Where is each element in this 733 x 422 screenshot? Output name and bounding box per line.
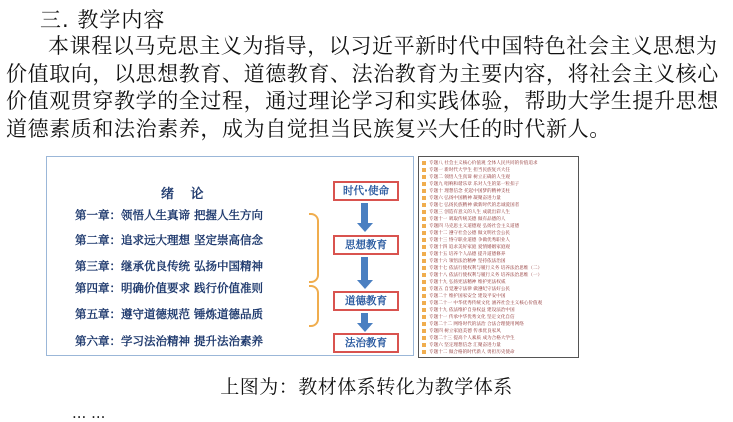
chapter-3: 第三章：继承优良传统 弘扬中国精神	[75, 259, 264, 273]
arrow-3-head	[357, 323, 373, 332]
topic-item	[422, 349, 572, 356]
arrow-2-shaft	[361, 257, 368, 281]
teaching-topics-figure	[418, 156, 579, 358]
bullet-icon	[422, 350, 426, 354]
topic-item	[422, 188, 572, 195]
topic-item	[422, 307, 572, 314]
bullet-icon	[422, 322, 426, 326]
bullet-icon	[422, 168, 426, 172]
topic-item	[422, 265, 572, 272]
topic-label: 专题二十三 提高个人素质 成为合格大学生	[429, 336, 515, 341]
topic-label: 专题十五 培养个人品德 提升道德修养	[429, 252, 506, 257]
topic-label: 专题三 创造有意义的人生 成就出彩人生	[429, 210, 511, 215]
topic-label: 专题六 弘扬中国精神 凝聚奋进力量	[429, 196, 501, 201]
topic-label: 专题二十二 网络时代的法治 合法合理使用网络	[429, 322, 524, 327]
topic-label: 专题十九 依法维护自身权益 建设法治中国	[429, 308, 515, 313]
topic-item	[422, 321, 572, 328]
chapter-4: 第四章：明确价值要求 践行价值准则	[75, 281, 264, 295]
arrow-2-head	[357, 280, 373, 289]
topic-label: 专题十 理想信念 托起中国梦的精神支柱	[429, 189, 511, 194]
bullet-icon	[422, 245, 426, 249]
chapter-5: 第五章：遵守道德规范 锤炼道德品质	[75, 307, 264, 321]
topic-label: 专题四 树立家庭美德 传承优良家风	[429, 329, 501, 334]
bullet-icon	[422, 182, 426, 186]
topic-label: 专题十二 遵守社会公德 做文明社会公民	[429, 231, 511, 236]
topic-label: 专题九 唱响和谐乐章 乐对人生的第一粒扣子	[429, 182, 520, 187]
brace-thought	[309, 213, 319, 283]
topic-label: 专题五 自觉遵守法律 做遵纪守法好公民	[429, 287, 511, 292]
topic-item	[422, 279, 572, 286]
bullet-icon	[422, 252, 426, 256]
tag-law-education: 法治教育	[333, 333, 399, 353]
bullet-icon	[422, 224, 426, 228]
topic-item	[422, 209, 572, 216]
brace-morality	[309, 285, 319, 327]
chapter-1: 第一章：领悟人生真谛 把握人生方向	[75, 208, 264, 222]
topic-item	[422, 160, 572, 167]
topic-item	[422, 230, 572, 237]
bullet-icon	[422, 231, 426, 235]
topic-label: 专题十七 依法行使权利与履行义务 培养法治思维（二）	[429, 266, 543, 271]
topic-item	[422, 174, 572, 181]
topic-label: 专题十八 依法行使权利与履行义务 培养法治思维（一）	[429, 273, 543, 278]
paragraph-text: 本课程以马克思主义为指导，以习近平新时代中国特色社会主义思想为价值取向，以思想教育、道德教育、法治教育为主要内容，将社会主义核心价值观贯穿教学的全过程，通过理论学习和实践体验，帮助大学生提升思想道德素质和法治素养，成为自觉担当民族复兴大任的时代新人。	[6, 34, 719, 141]
topic-label: 专题十四 追求美好家庭 爱情婚姻家庭观	[429, 245, 511, 250]
bullet-icon	[422, 203, 426, 207]
bullet-icon	[422, 210, 426, 214]
topic-item	[422, 286, 572, 293]
topic-label: 专题一 新时代大学生 担当民族复兴大任	[429, 168, 511, 173]
topic-item	[422, 181, 572, 188]
topic-item	[422, 342, 572, 349]
topic-label: 专题四 马克思主义道德观 弘扬社会主义道德	[429, 224, 520, 229]
topic-item	[422, 293, 572, 300]
bullet-icon	[422, 336, 426, 340]
tag-era-mission: 时代·使命	[333, 181, 399, 201]
bullet-icon	[422, 259, 426, 263]
figure-caption: 上图为：教材体系转化为教学体系	[220, 376, 513, 398]
bullet-icon	[422, 196, 426, 200]
bullet-icon	[422, 161, 426, 165]
topic-label: 专题二十一 中华优秀传统文化 涵养社会主义核心价值观	[429, 301, 543, 306]
topic-label: 专题二十 维护国家安全 建设平安中国	[429, 294, 506, 299]
bullet-icon	[422, 315, 426, 319]
bullet-icon	[422, 217, 426, 221]
textbook-system-figure	[46, 156, 414, 356]
bullet-icon	[422, 301, 426, 305]
topic-label: 专题十九 弘扬宪法精神 维护宪法权威	[429, 280, 506, 285]
bullet-icon	[422, 266, 426, 270]
topic-label: 专题十一 传承中华优秀文化 坚定文化自信	[429, 315, 515, 320]
topic-label: 专题十六 领悟法治精神 坚持依法治国	[429, 259, 506, 264]
figure-title: 绪 论	[161, 187, 210, 202]
topic-item	[422, 202, 572, 209]
topic-item	[422, 272, 572, 279]
topic-item	[422, 300, 572, 307]
cutoff-text: ... ...	[72, 404, 106, 422]
bullet-icon	[422, 294, 426, 298]
bullet-icon	[422, 308, 426, 312]
topic-item	[422, 335, 572, 342]
arrow-1-shaft	[361, 203, 368, 223]
chapter-6: 第六章：学习法治精神 提升法治素养	[75, 334, 264, 348]
bullet-icon	[422, 273, 426, 277]
bullet-icon	[422, 238, 426, 242]
bullet-icon	[422, 329, 426, 333]
chapter-2: 第二章：追求远大理想 坚定崇高信念	[75, 233, 264, 247]
topic-item	[422, 237, 572, 244]
tag-moral-education: 道德教育	[333, 291, 399, 311]
bullet-icon	[422, 189, 426, 193]
topic-label: 专题十三 恪守职业道德 争做优秀职业人	[429, 238, 511, 243]
content-paragraph	[6, 33, 730, 143]
topic-item	[422, 216, 572, 223]
topic-label: 专题十一 吸取传统美德 做有品德的人	[429, 217, 506, 222]
topic-item	[422, 258, 572, 265]
bullet-icon	[422, 175, 426, 179]
topic-item	[422, 251, 572, 258]
topic-label: 专题七 弘扬民族精神 做新时代的忠诚爱国者	[429, 203, 520, 208]
bullet-icon	[422, 343, 426, 347]
topic-item	[422, 223, 572, 230]
topic-label: 专题十二 做合格的时代新人 勇担历史使命	[429, 350, 515, 355]
topic-label: 专题六 坚定理想信念 汇聚奋进力量	[429, 343, 501, 348]
topic-item	[422, 328, 572, 335]
section-heading: 三. 教学内容	[40, 8, 166, 32]
topic-label: 专题八 社会主义核心价值观 全体人民共同的价值追求	[429, 161, 538, 166]
bullet-icon	[422, 287, 426, 291]
topic-item	[422, 167, 572, 174]
tag-thought-education: 思想教育	[333, 235, 399, 255]
topic-item	[422, 314, 572, 321]
topic-label: 专题二 领悟人生真谛 树立正确的人生观	[429, 175, 511, 180]
topic-item	[422, 195, 572, 202]
topic-item	[422, 244, 572, 251]
bullet-icon	[422, 280, 426, 284]
arrow-1-head	[357, 223, 373, 232]
